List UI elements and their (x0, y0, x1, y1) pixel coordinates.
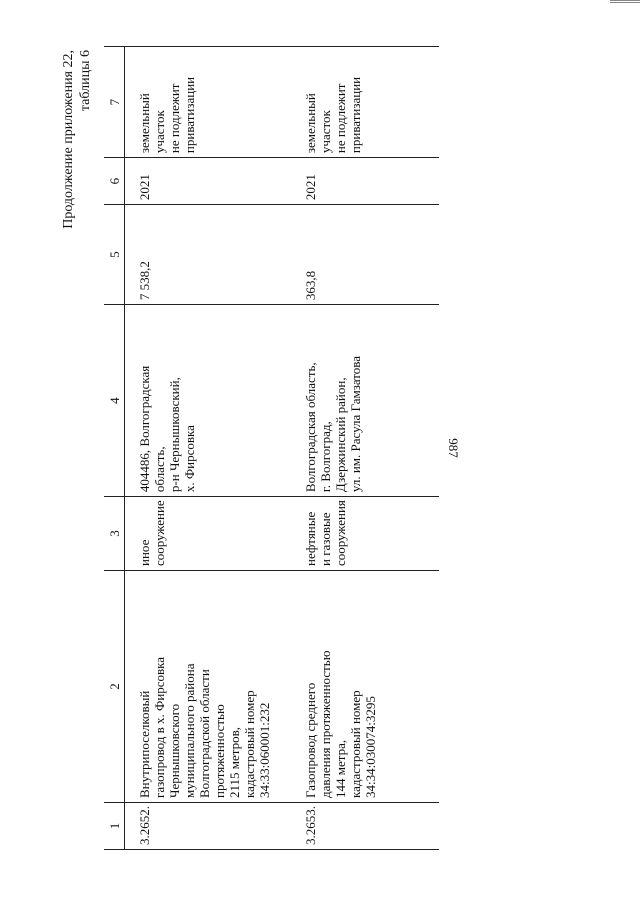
object-name-text: Газопровод среднего давления протяженностью 144 метра, кадастровый номер 34:34:030074:3295 (303, 650, 378, 798)
table-row (125, 47, 292, 850)
object-type-text: нефтяные и газовые сооружения (303, 500, 348, 566)
object-name (291, 571, 439, 803)
object-note (125, 47, 292, 158)
column-header: 5 (104, 205, 125, 305)
object-year-text: 2021 (303, 174, 318, 201)
column-header: 6 (104, 158, 125, 205)
continuation-line-1: Продолжение приложения 22, (61, 50, 76, 229)
object-year (125, 158, 292, 205)
object-address-text: 404486, Волгоградская область, р-н Чернышковский, х. Фирсовка (137, 365, 197, 493)
object-value (291, 205, 439, 305)
object-address (125, 305, 292, 497)
object-note (291, 47, 439, 158)
object-value (125, 205, 292, 305)
object-address-text: Волгоградская область, г. Волгоград, Дзержинский район, ул. им. Расула Гамзатова (303, 355, 363, 493)
object-address (291, 305, 439, 497)
column-header: 3 (104, 497, 125, 571)
object-year-text: 2021 (137, 174, 152, 201)
row-number (291, 803, 439, 850)
object-type (291, 497, 439, 571)
object-note-text: земельный участок не подлежит приватизации (137, 76, 197, 154)
continuation-line-2: таблицы 6 (78, 50, 93, 112)
object-name (125, 571, 292, 803)
object-note-text: земельный участок не подлежит приватизации (303, 76, 363, 154)
object-type (125, 497, 292, 571)
row-number-text: 3.2652. (137, 806, 152, 845)
page-number: 987 (446, 438, 461, 458)
object-value-text: 363,8 (303, 270, 318, 301)
object-year (291, 158, 439, 205)
object-name-text: Внутрипоселковый газопровод в х. Фирсовка Чернышковского муниципального района Волгоградской области протяженностью 2115 метров, кадастровый номер 34:33:060001:232 (137, 656, 272, 798)
column-header: 4 (104, 305, 125, 497)
table-row (291, 47, 439, 850)
table-header-row (104, 47, 125, 850)
column-header: 1 (104, 803, 125, 850)
row-number (125, 803, 292, 850)
row-number-text: 3.2653. (303, 806, 318, 845)
object-type-text: иное сооружение (137, 500, 167, 566)
object-value-text: 7 538,2 (137, 261, 152, 301)
continuation-heading (60, 50, 94, 229)
property-register-table (104, 46, 439, 850)
column-header: 7 (104, 47, 125, 158)
column-header: 2 (104, 571, 125, 803)
